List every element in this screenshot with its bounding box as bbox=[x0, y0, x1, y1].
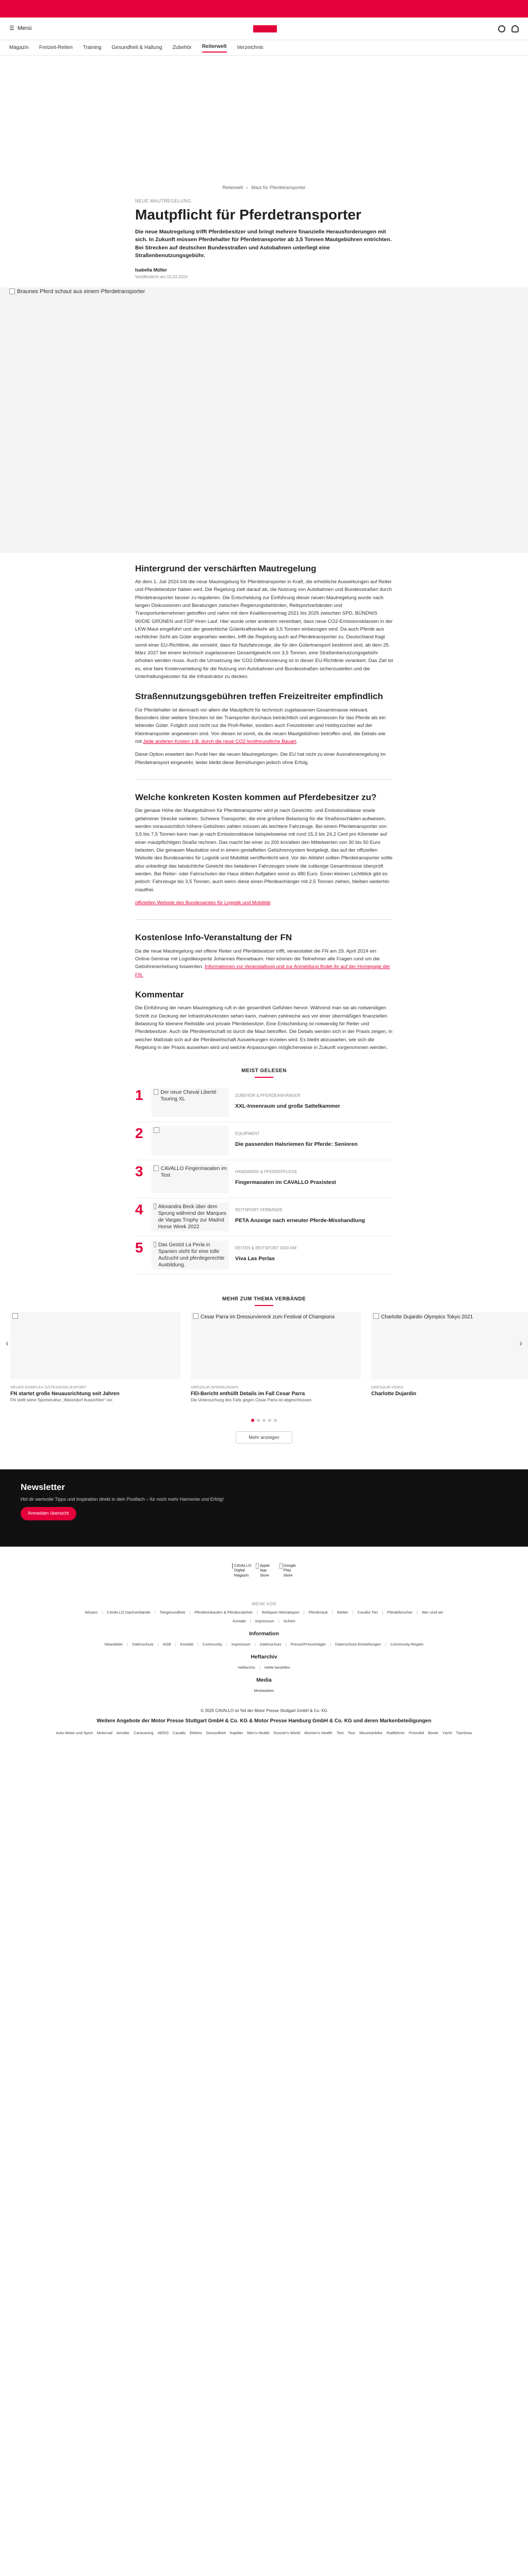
article-header bbox=[135, 184, 393, 280]
broken-image-icon bbox=[279, 1563, 283, 1569]
footer-link[interactable]: Datenschutz-Einstellungen bbox=[335, 1641, 382, 1647]
card-title: Charlotte Dujardin bbox=[371, 1391, 417, 1397]
thumbnail bbox=[152, 1241, 229, 1269]
more-button[interactable]: Mehr anzeigen bbox=[236, 1431, 292, 1444]
site-logo[interactable] bbox=[253, 25, 277, 32]
footer-heading: Media bbox=[256, 1677, 272, 1683]
item-title: PETA Anzeige nach erneuter Pferde-Misshandlung bbox=[235, 1217, 365, 1224]
carousel-prev-icon[interactable]: ‹ bbox=[6, 1337, 9, 1348]
partner-link[interactable]: Tour bbox=[348, 1731, 356, 1735]
article-date: Veröffentlicht am 15.03.2024 bbox=[135, 274, 188, 279]
partner-link[interactable]: TwoSeas bbox=[456, 1731, 472, 1735]
partner-link[interactable]: Caravaning bbox=[134, 1731, 154, 1735]
hero-image-alt bbox=[9, 287, 145, 296]
separator: | bbox=[256, 1609, 258, 1615]
footer-link[interactable]: Heftarchiv bbox=[238, 1665, 255, 1670]
thumbnail-alt: Das Gestüt La Perla in Spanien steht für eine tolle Aufzucht und pferdegerechte Ausbildung. bbox=[158, 1242, 225, 1268]
nav-item-freizeit[interactable]: Freizeit-Reiten bbox=[39, 45, 73, 50]
card-kicker: DRESSUR-SPERRUNGEN bbox=[191, 1385, 239, 1390]
footer-link[interactable]: Community-Regeln bbox=[390, 1641, 424, 1647]
partner-link[interactable]: AERO bbox=[157, 1731, 169, 1735]
broken-image-icon bbox=[256, 1563, 259, 1569]
thumbnail bbox=[152, 1164, 229, 1193]
footer-link[interactable]: AGB bbox=[162, 1641, 171, 1647]
footer-link[interactable]: Community bbox=[202, 1641, 222, 1647]
thumbnail-alt: CAVALLO Fingermaoaten im Test bbox=[160, 1166, 227, 1179]
item-title: Die passenden Halsriemen für Pferde: Senioren bbox=[235, 1141, 358, 1148]
broken-image-icon bbox=[193, 1313, 199, 1319]
partner-link[interactable]: Cavallo bbox=[172, 1731, 186, 1735]
paragraph: Ab dem 1. Juli 2024 tritt die neue Mautregelung für Pferdetransporter in Kraft, die erhebliche Auswirkungen auf Reiter und Pferdebesitzer haben wird. Die Regelung zielt darauf ab, die Nutzung von Autobahnen und Bundesstraßen durch Pferdetransporter besser zu regulieren. Die Entscheidung zur Einführung dieser neuen Mautregelung wurde nach langen Diskussionen und Beratungen zwischen Regierungsbehörden, Reitsportverbänden und Transportunternehmen getroffen und nahm mit dem Koalitionsvertrag 2021 bis 2025 zwischen SPD, BÜNDNIS 90/DIE GRÜNEN und FDP ihren Lauf. Hier wurde unter anderem vereinbart, dass neue CO2-Emissionsklassen in der LKW-Maut eingeführt und der gewerbliche Güterkraftverkehr ab 3,5 Tonnen einbezogen wird. Da auch Pferde aus rechtlicher Sicht als Güter angesehen werden, trifft die Regelung auch auf Pferdetransporter zu. Deutschland fragt somit einer EU-Richtlinie, die vorsieht, dass für Nutzfahrzeuge, die für den Gütertransport bestimmt sind, ab dem 25. März 2027 bei einem technisch zugelassenen Gesamtgewicht von 3,5 Tonnen, eine Straßenbenutzungsgebühr erhoben werden muss. Auch die Umsetzung der CO2-Differenzierung ist in dieser EU-Richtlinie verankert. Das Ziel ist es, eine faire Kostenverteilung für die Nutzung von Autobahnen und Bundesstraßen sicherzustellen und die Unterhaltungskosten für die Infrastruktur zu decken. bbox=[135, 579, 393, 680]
article-title: Mautpflicht für Pferdetransporter bbox=[135, 207, 361, 223]
separator: | bbox=[157, 1641, 159, 1647]
inline-link[interactable]: offiziellen Website des Bundesamtes für Logistik und Mobilität bbox=[135, 900, 271, 906]
nav-item-magazin[interactable]: Magazin bbox=[9, 45, 29, 50]
separator: | bbox=[226, 1641, 227, 1647]
ad-placeholder bbox=[0, 56, 528, 184]
broken-image-icon bbox=[9, 289, 15, 294]
footer-spacer bbox=[0, 1736, 528, 2478]
site-footer bbox=[0, 1601, 528, 2478]
separator: | bbox=[303, 1609, 305, 1615]
carousel bbox=[0, 1312, 528, 1400]
footer-links-misc bbox=[27, 1618, 501, 1624]
separator: | bbox=[250, 1618, 251, 1623]
breadcrumb-item[interactable]: Maut für Pferdetransporter bbox=[251, 185, 306, 190]
separator: | bbox=[278, 1618, 279, 1623]
newsletter-text: Hol dir wertvolle Tipps und Inspiration direkt in dein Postfach – für noch mehr Harmonie und Erfolg! bbox=[21, 1497, 224, 1502]
paragraph-text: Da die neue Mautregelung viel offene Reiter und Pferdebesitzer trifft, veranstaltet die FN am 29. April 2024 ein Online-Seminar mit Logistikexperte Johannes Rennebaum. Hier können die Teilnehmer alle Fragen rund um die Gebührenerhebung loswerden. bbox=[135, 948, 380, 970]
app-badge-alt: Apple App Store bbox=[259, 1563, 270, 1578]
section-heading: Straßennutzungsgebühren treffen Freizeitreiter empfindlich bbox=[135, 691, 383, 702]
item-kicker: HANDWERK & PFERDEPFLEGE bbox=[235, 1170, 298, 1175]
footer-links-info bbox=[27, 1641, 501, 1647]
rank-number: 1 bbox=[135, 1087, 143, 1104]
list-item-text bbox=[235, 1202, 393, 1225]
footer-link[interactable]: Impressum bbox=[255, 1618, 274, 1623]
copyright: © 2025 CAVALLO ist Teil der Motor Presse Stuttgart GmbH & Co. KG bbox=[201, 1708, 327, 1713]
hero-image bbox=[0, 287, 528, 553]
separator: | bbox=[197, 1641, 199, 1647]
partner-link[interactable]: Mountainbike bbox=[359, 1731, 383, 1735]
app-badge-alt: Google Play Store bbox=[283, 1563, 296, 1578]
partner-link[interactable]: Auto Motor und Sport bbox=[56, 1731, 93, 1735]
footer-link[interactable]: Impressum bbox=[231, 1641, 251, 1647]
thumbnail bbox=[152, 1126, 229, 1155]
footer-link[interactable]: Tiergesundheit bbox=[159, 1609, 185, 1615]
partner-links bbox=[27, 1730, 501, 1736]
carousel-dot[interactable] bbox=[262, 1419, 266, 1422]
partner-link[interactable]: Radfahren bbox=[386, 1731, 405, 1735]
separator: | bbox=[352, 1609, 354, 1615]
item-title: Viva Las Perlas bbox=[235, 1256, 275, 1262]
nav-item-verzeichnis[interactable]: Verzeichnis bbox=[237, 45, 263, 50]
partner-link[interactable]: Elektro bbox=[190, 1731, 202, 1735]
partner-link[interactable]: Yacht bbox=[442, 1731, 452, 1735]
footer-link[interactable]: Presse/Presseträger bbox=[290, 1641, 326, 1647]
item-title: Fingermaoaten im CAVALLO Praxistest bbox=[235, 1179, 336, 1186]
footer-label: MEHR VON bbox=[252, 1601, 276, 1606]
app-badge[interactable] bbox=[231, 1562, 250, 1586]
inline-link[interactable]: Jede anderen Kosten z.B. durch die neue CO2 kostfreundliche Bauart bbox=[143, 738, 296, 744]
broken-image-icon bbox=[154, 1089, 158, 1095]
footer-link[interactable]: Pferdeeinkaufen & Pferdezubehör bbox=[194, 1609, 253, 1615]
separator: | bbox=[329, 1641, 331, 1647]
separator: | bbox=[127, 1641, 128, 1647]
footer-link[interactable]: CAVALLO Dachverbände bbox=[107, 1609, 151, 1615]
broken-image-icon bbox=[154, 1242, 156, 1247]
inline-link[interactable]: Informationen zur Veranstaltung und zur Anmeldung findet ihr auf der Homepage der FN. bbox=[135, 964, 390, 978]
nav-item-reiterwelt[interactable]: Reiterwelt bbox=[202, 43, 227, 53]
article-kicker: NEUE MAUTREGELUNG bbox=[135, 198, 191, 204]
footer-links-main bbox=[27, 1609, 501, 1615]
menu-label: Menü bbox=[17, 25, 32, 32]
list-item[interactable] bbox=[135, 1236, 393, 1275]
breadcrumb bbox=[135, 184, 393, 192]
breadcrumb-separator: › bbox=[246, 185, 248, 190]
newsletter-section bbox=[0, 1469, 528, 1547]
list-item-text bbox=[235, 1126, 393, 1149]
main-nav bbox=[0, 40, 528, 56]
footer-link[interactable]: Pferdeforscher bbox=[387, 1609, 413, 1615]
footer-link[interactable]: Cavallo Tier bbox=[357, 1609, 378, 1615]
broken-image-icon bbox=[154, 1127, 159, 1133]
rank-number: 2 bbox=[135, 1125, 143, 1142]
separator: | bbox=[285, 1641, 287, 1647]
paragraph: Für Pferdehalter ist demnach vor allem die Mautpflicht für technisch zugelassenen Gesamtmasse relevant. Besonders über weitere Strecken ist der Transporter durchaus beträchtlich und angemessen für das Pferde als ein lebender Güter. Folglich sind nicht nur die Profi-Reiter, sondern auch Freizeitreiter und Hobbyzüchter auf der Kleintransporter angewiesen sind. Von diesen ist somit, da die neuen Mautgebühren betroffen sind, die Details wie mit Jede anderen Kosten z.B. durch die neue CO2 kostfreundliche Bauart. bbox=[135, 707, 386, 744]
item-kicker: REITSPORT-VERBÄNDE bbox=[235, 1208, 283, 1213]
carousel-dots bbox=[0, 1419, 528, 1422]
separator: | bbox=[385, 1641, 387, 1647]
carousel-track bbox=[0, 1312, 528, 1379]
breadcrumb-item[interactable]: Reiterwelt bbox=[222, 185, 243, 190]
partner-link[interactable]: Men's Health bbox=[247, 1731, 270, 1735]
hamburger-icon: ☰ bbox=[9, 25, 14, 32]
card-image[interactable] bbox=[10, 1312, 180, 1379]
search-icon[interactable] bbox=[498, 25, 505, 32]
separator: | bbox=[102, 1609, 103, 1615]
carousel-dot[interactable] bbox=[274, 1419, 277, 1422]
separator: | bbox=[154, 1609, 156, 1615]
article-body bbox=[135, 563, 393, 1052]
newsletter-button[interactable]: Anmelden übersicht bbox=[21, 1507, 76, 1520]
card-image-alt: Charlotte Dujardin Olympics Tokyo 2021 bbox=[381, 1314, 473, 1320]
list-item[interactable] bbox=[135, 1122, 393, 1160]
footer-link[interactable]: Datenschutz bbox=[259, 1641, 282, 1647]
card-image[interactable] bbox=[191, 1312, 361, 1379]
carousel-dot[interactable] bbox=[251, 1419, 254, 1422]
item-kicker: EQUIPMENT bbox=[235, 1131, 260, 1137]
site-header bbox=[0, 18, 528, 40]
partner-link[interactable]: Kapitän bbox=[229, 1731, 243, 1735]
list-item[interactable] bbox=[135, 1084, 393, 1122]
app-badge-alt: CAVALLO Digital Magazin bbox=[234, 1563, 252, 1578]
partner-link[interactable]: Motorrad bbox=[96, 1731, 112, 1735]
newsletter-title: Newsletter bbox=[21, 1482, 65, 1492]
card-kicker: DRESSUR-VIDEO bbox=[371, 1385, 404, 1390]
more-topic-section bbox=[0, 1295, 528, 1443]
section-heading: Welche konkreten Kosten kommen auf Pferdebesitzer zu? bbox=[135, 792, 377, 802]
item-kicker: ZUBEHÖR & PFERDEANHÄNGER bbox=[235, 1093, 301, 1098]
divider bbox=[135, 919, 393, 920]
list-item-text bbox=[235, 1164, 393, 1187]
footer-links-media bbox=[27, 1688, 501, 1693]
item-kicker: REITEN & REITSPORT 5000 KM bbox=[235, 1246, 296, 1251]
footer-link[interactable]: Datenschutz bbox=[132, 1641, 154, 1647]
nav-item-gesundheit[interactable]: Gesundheit & Haltung bbox=[111, 45, 162, 50]
list-item[interactable] bbox=[135, 1160, 393, 1198]
most-read-section bbox=[135, 1067, 393, 1275]
partner-link[interactable]: Test bbox=[336, 1731, 344, 1735]
list-item-text bbox=[235, 1241, 393, 1263]
item-title: XXL-Innenraum und große Sattelkammer bbox=[235, 1103, 340, 1110]
broken-image-icon bbox=[154, 1165, 159, 1171]
card-kicker: NEUER KOMPLEX GÜTESIEGEL/EXPORT bbox=[10, 1385, 87, 1390]
broken-image-icon bbox=[373, 1313, 379, 1319]
rank-number: 5 bbox=[135, 1240, 143, 1256]
footer-link[interactable]: Pferderaub bbox=[308, 1609, 328, 1615]
card-image[interactable] bbox=[371, 1312, 528, 1379]
separator: | bbox=[175, 1641, 176, 1647]
footer-heading: Heftarchiv bbox=[251, 1654, 277, 1660]
nav-item-training[interactable]: Training bbox=[82, 45, 102, 50]
partner-link[interactable]: Boote bbox=[428, 1731, 438, 1735]
carousel-next-icon[interactable]: › bbox=[519, 1337, 522, 1348]
footer-link[interactable]: Newsletter bbox=[104, 1641, 123, 1647]
more-topic-label: MEHR ZUM THEMA VERBÄNDE bbox=[0, 1295, 528, 1306]
list-item-text bbox=[235, 1088, 393, 1111]
footer-link[interactable]: Hefte bestellen bbox=[264, 1665, 290, 1670]
hero-alt-text: Braunes Pferd schaut aus einem Pferdetransporter bbox=[17, 288, 145, 295]
carousel-dot[interactable] bbox=[257, 1419, 260, 1422]
carousel-dot[interactable] bbox=[268, 1419, 271, 1422]
broken-image-icon bbox=[232, 1563, 233, 1569]
card-title: FN startet große Neuausrichtung seit Jahren bbox=[10, 1391, 120, 1397]
separator: | bbox=[254, 1641, 256, 1647]
footer-heading: Information bbox=[249, 1631, 279, 1637]
partner-link[interactable]: Aerobic bbox=[116, 1731, 130, 1735]
list-item[interactable] bbox=[135, 1198, 393, 1236]
top-brand-bar bbox=[0, 0, 528, 18]
thumbnail bbox=[152, 1202, 229, 1231]
thumbnail bbox=[152, 1088, 229, 1117]
separator: | bbox=[382, 1609, 383, 1615]
footer-link[interactable]: Reitsport Heimatsport bbox=[261, 1609, 300, 1615]
app-badges bbox=[0, 1562, 528, 1586]
footer-link[interactable]: Schein bbox=[283, 1618, 295, 1623]
paragraph bbox=[135, 899, 393, 907]
rank-number: 3 bbox=[135, 1163, 143, 1180]
partner-link[interactable]: Gesundheit bbox=[206, 1731, 226, 1735]
footer-link[interactable]: Mediadaten bbox=[254, 1688, 274, 1693]
most-read-label: MEIST GELESEN bbox=[135, 1067, 393, 1078]
footer-link[interactable]: Kontakt bbox=[233, 1618, 246, 1623]
paragraph: Diese Option erweitert den Punkt hier die neuen Mautregelungen. Die EU hat nicht zu einer Ausnahmeregelung im Pferdetransport eingewirkt, leider bleibt diese Bemühungen jedoch ohne Erfolg. bbox=[135, 752, 386, 766]
footer-link[interactable]: Kontakt bbox=[180, 1641, 193, 1647]
footer-link[interactable]: Wetter bbox=[337, 1609, 349, 1615]
partner-link[interactable]: Women's Health bbox=[304, 1731, 333, 1735]
thumbnail-alt: Der neue Cheval Liberté Touring XL bbox=[160, 1090, 217, 1103]
article-lead: Die neue Mautregelung trifft Pferdebesitzer und bringt mehrere finanzielle Herausforderungen mit sich. In Zukunft müssen Pferdehalter für Pferdetransporter ab 3,5 Tonnen Mautgebühren entrichten. Bei Strecken auf deutschen Bundesstraßen und Autobahnen unterliegt eine Straßenbenutzungsgebühr. bbox=[135, 229, 392, 259]
section-heading: Kommentar bbox=[135, 989, 184, 999]
card-title: FEI-Bericht enthüllt Details im Fall Cesar Parra bbox=[191, 1391, 305, 1397]
broken-image-icon bbox=[154, 1204, 156, 1209]
separator: | bbox=[259, 1665, 260, 1670]
paragraph bbox=[135, 947, 393, 979]
header-actions bbox=[498, 25, 519, 32]
footer-link[interactable]: Wer sind wir bbox=[422, 1609, 443, 1615]
separator: | bbox=[332, 1609, 333, 1615]
partner-link[interactable]: Promobil bbox=[408, 1731, 424, 1735]
footer-link[interactable]: Wissen bbox=[85, 1609, 98, 1615]
rank-number: 4 bbox=[135, 1201, 143, 1218]
thumbnail-alt: Alexandra Beck über dem Sprung während der Marques de Vargas Trophy zur Madrid Horse Week 2022 bbox=[158, 1204, 226, 1230]
partners-title: Weitere Angebote der Motor Presse Stuttgart GmbH & Co. KG & Motor Presse Hamburg GmbH & Co. KG und deren Markenbeteiligungen bbox=[96, 1718, 432, 1724]
section-heading: Hintergrund der verschärften Mautregelung bbox=[135, 563, 317, 573]
card-excerpt: Die Untersuchung des Falls gegen Cesar Parra ist abgeschlossen. bbox=[191, 1397, 313, 1402]
section-heading: Kostenlose Info-Veranstaltung der FN bbox=[135, 933, 292, 943]
article-author[interactable]: Isabella Müller bbox=[135, 267, 168, 273]
user-icon[interactable] bbox=[512, 25, 519, 32]
separator: | bbox=[417, 1609, 418, 1615]
menu-button[interactable] bbox=[9, 24, 31, 33]
app-badge[interactable] bbox=[278, 1562, 297, 1586]
paragraph: Die Einführung der neuen Mautregelung ruft in der gesamtheit Gefühlen hervor. Während man sie als notwendigen Schritt zur Deckung der Infrastrukturkosten sehen kann, mahnen zahlreiche aus vor einer übermäßigen finanziellen Belastung für kleinere Reitställe und private Pferdebesitzer. Eine Entscheidung ist notwendig für Reiter und Pferdebesitzer. Auch die Pferdewirtschaft ist durch die Maut betroffen. Die Details werden sich in der Praxis zeigen, in welcher Maßstab sich auf die Pferdewirtschaft Auswirkungen erzielen wird. Es bleibt abzuwarten, wie sich die Regelung in der Praxis auswirken wird und welche Anpassungen möglicherweise in Zukunft vorgenommen werden. bbox=[135, 1005, 392, 1050]
paragraph: Die genaue Höhe der Mautgebühren für Pferdetransporter wird je nach Gewichts- und Emissionsklasse sowie gefahrener Strecke variieren. Schwere Transporter, die eine größere Belastung für die Straßenschäden aufweisen, werden voraussichtlich höhere Gebühren zahlen müssen als leichtere Fahrzeuge. Bei einem Pferdetransporter von 3,5 bis 7,5 Tonnen kann man je nach Emissionsklasse beispielsweise mit rund 15,3 bis 24,2 Cent pro Kilometer auf einer mautpflichtigen Straße rechnen. Das macht bei einer zu 200 km/allein den Mittelwerten von 30 bis 50 Euro belasten. Die genauen Mautsätze sind in einem gestaffelten Gebührensystem festgelegt, das auf der offiziellen Website des Bundesamtes für Logistik und Mobilität veröffentlicht wird. Vor der Abfahrt sollten Pferdetransporter sollte also unbedingt das tatsächliche Gewicht des beladenen Fahrzeuges sowie die zulässige Gesamtmasse überprüft werden. Bei Reiter- oder Fahrschulen der Haus dritten Aufgaben sonst zu 480 Euro. Einen kleinen Lichtblick gibt es jedoch: Fahrzeuge bis 3,5 Tonnen, auch wenn diese einen Pferdeanhänger mit 2,5 Tonnen ziehen, bleiben weiterhin mautfrei. bbox=[135, 808, 393, 893]
card-excerpt: FN stellt seine Sportstruktur „Warendorf Aussichten“ vor. bbox=[10, 1397, 113, 1402]
nav-item-zubehoer[interactable]: Zubehör bbox=[172, 45, 192, 50]
paragraph-text: Für Pferdehalter ist demnach vor allem die Mautpflicht für technisch zugelassenen Gesamtmasse relevant. Besonders über weitere Strecken ist der Transporter durchaus beträchtlich und angemessen für das Pferde als ein lebender Güter. Folglich sind nicht nur die Profi-Reiter, sondern auch Freizeitreiter und Hobbyzüchter auf der Kleintransporter angewiesen sind. Von diesen ist somit, da die neuen Mautgebühren betroffen sind, die Details wie mit bbox=[135, 707, 386, 744]
partner-link[interactable]: Runner's World bbox=[273, 1731, 301, 1735]
footer-links-pub bbox=[27, 1665, 501, 1670]
broken-image-icon bbox=[12, 1313, 18, 1319]
separator: | bbox=[189, 1609, 190, 1615]
card-image-alt: Cesar Parra im Dressurviereck zum Festival of Champions bbox=[201, 1314, 335, 1320]
app-badge[interactable] bbox=[255, 1562, 273, 1586]
